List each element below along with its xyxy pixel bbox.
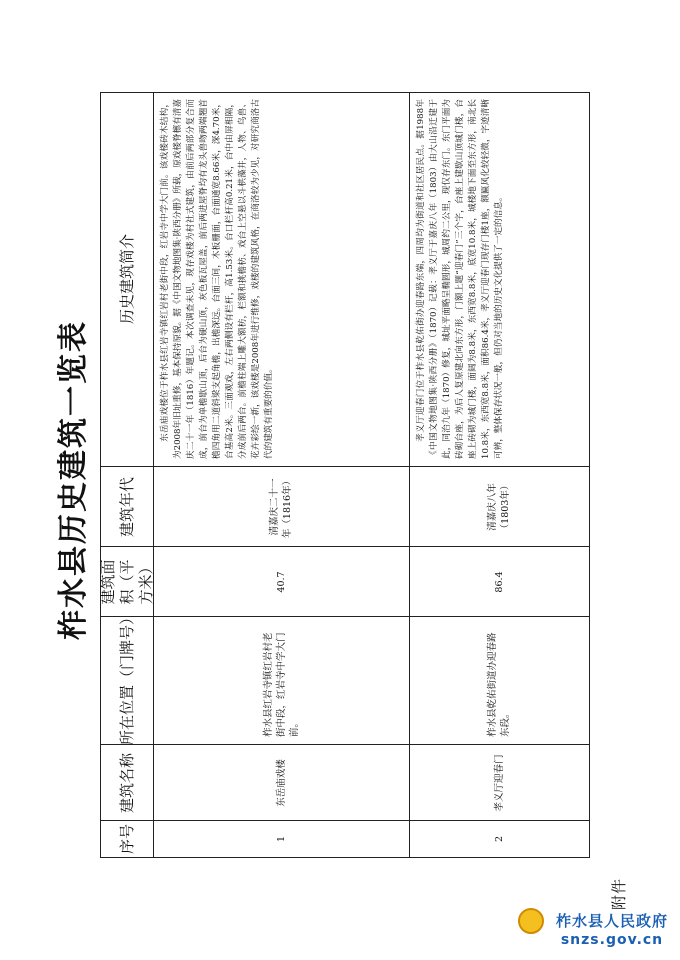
row1-intro: 东岳庙戏楼位于柞水县红岩寺镇红岩村老街中段，红岩寺中学大门前。该戏楼砖木结构，为2008年旧址重修，基本保持原貌。据《中国文物地图集·陕西分册》所载，原戏楼脊檩有清嘉庆二十一年（1816）年题记。本次调查未见，现存戏楼为村社式建筑，由前后两部分复合而成，前台为单檐歇山顶，后台为硬山顶，灰色板瓦屋盖，前后两进屋脊均有龙头兽吻两端翘首檐四角用二道斜梁支起角檐，出檐深远。台面三间，木板栅面，台面通宽8.66米，深4.70米，台基高2米。三面观戏，左右两侧设有栏杆，高1.53米。台口栏杆高0.21米，台中由屏相隔，分成前后两台。前檐柱端上雕大额枋，栏额和挑檐枋、戏台上空悬以斗栱藻井，人物、鸟兽、花卉彩绘一新，该戏楼是2008年进行维修，戏楼的建筑风格，在商洛较为少见，对研究商洛古代的建筑有重要的价值。 [160, 99, 274, 459]
header-location: 所在位置（门牌号） [117, 609, 136, 745]
row1-area: 40.7 [275, 571, 287, 593]
header-name: 建筑名称 [117, 753, 136, 814]
row2-era: 清嘉庆八年（1803年） [487, 480, 511, 534]
gov-logo[interactable] [548, 904, 676, 954]
row2-no: 2 [493, 835, 505, 843]
logo-url: snzs.gov.cn [560, 932, 664, 948]
row2-area: 86.4 [493, 571, 505, 593]
row1-no: 1 [275, 835, 287, 843]
logo-name: 柞水县人民政府 [555, 912, 668, 930]
row1-name: 东岳庙戏楼 [275, 759, 287, 807]
header-intro: 历史建筑简介 [117, 234, 136, 325]
row2-intro: 孝义厅迎春门位于柞水县乾佑街办迎春路东端，四周均为街道和社区居民点。据1988年《中国文物地图集·陕西分册》（1870）记载：孝义厅于嘉庆八年（1803）由大山沿迁建于此，同治九年（1870）修复，城址平面略呈椭圆形，城周约二公里，现仅存东门。东门平面为砖砌台座，为后人复原建北向东方形，门额上题“迎春门”三个字，台座上建歇山顶城门楼，台座上砖砌为城门楼，面阔为8.8米，东西宽8.8米，底宽10.8米，城楼地下面至东方形，南北长10.8米，东西宽8.8米，面积86.4米，孝义厅迎春门现存门楼1座，额匾风化较轻微，字迹清晰可辨，整体保存状况一般，但仍对当地的历史文化提供了一定的信息。 [416, 99, 504, 459]
row1-location: 柞水县红岩寺镇红岩村老街中段，红岩寺中学大门前。 [262, 632, 300, 737]
row1-era: 清嘉庆二十一年（1816年） [269, 475, 293, 539]
building-table [100, 92, 590, 858]
attachment-label: 附件 [610, 877, 628, 910]
header-area: 建筑面积（平方米） [98, 559, 155, 605]
page-title: 柞水县历史建筑一览表 [56, 320, 91, 640]
header-no: 序号 [117, 824, 136, 855]
row2-name: 孝义厅迎春门 [493, 754, 505, 812]
row2-location: 柞水县乾佑街道办迎春路东段。 [487, 632, 511, 737]
rotated-document [40, 40, 640, 920]
emblem-icon [518, 908, 544, 934]
header-era: 建筑年代 [117, 477, 136, 538]
